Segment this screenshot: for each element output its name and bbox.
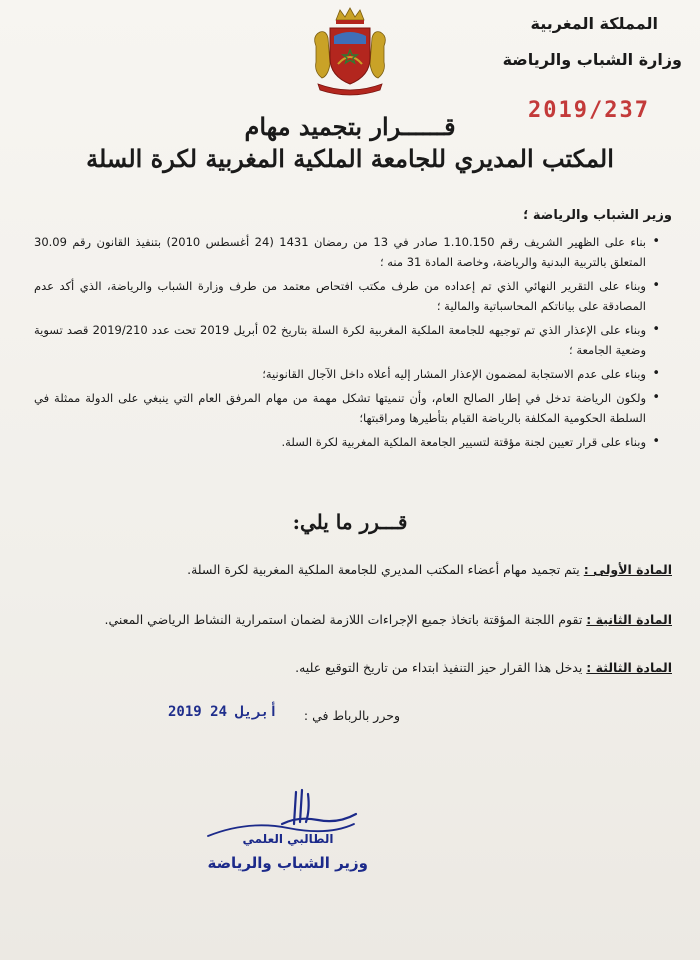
- consideration-text: وبناء على قرار تعيين لجنة مؤقتة لتسيير الجامعة الملكية المغربية لكرة السلة.: [281, 435, 646, 449]
- list-item: [34, 388, 660, 428]
- signature-date-stamp: 2019 أبريل 24: [168, 704, 278, 720]
- stamp-name: الطالبي العلمي: [242, 832, 334, 846]
- article-label: المادة الأولى :: [583, 562, 672, 577]
- stamp-role: وزير الشباب والرياضة: [207, 854, 368, 872]
- consideration-text: وبناء على الإعذار الذي تم توجيهه للجامعة الملكية المغربية لكرة السلة بتاريخ 02 أبريل 2019 تحت عدد 2019/210 قصد تسوية وضعية الجامعة ؛: [34, 323, 646, 357]
- article-label: المادة الثانية :: [586, 612, 672, 627]
- article-3: [295, 660, 672, 675]
- list-item: [34, 276, 660, 316]
- decision-title: قــــــرار بتجميد مهام: [244, 112, 456, 141]
- list-item: [34, 232, 660, 272]
- official-stamp: [208, 828, 368, 890]
- consideration-text: وبناء على عدم الاستجابة لمضمون الإعذار المشار إليه أعلاه داخل الآجال القانونية؛: [262, 367, 646, 381]
- article-2: [104, 612, 672, 627]
- considerations-list: [34, 232, 660, 456]
- article-label: المادة الثالثة :: [586, 660, 672, 675]
- kingdom-name: المملكة المغربية: [530, 14, 658, 33]
- consideration-text: بناء على الظهير الشريف رقم 1.10.150 صادر في 13 من رمضان 1431 (24 أغسطس 2010) بتنفيذ القانون رقم 30.09 المتعلق بالتربية البدنية والرياضة، وخاصة المادة 31 منه ؛: [34, 235, 646, 269]
- article-text: تقوم اللجنة المؤقتة باتخاذ جميع الإجراءات اللازمة لضمان استمرارية النشاط الرياضي المعني.: [104, 612, 583, 627]
- consideration-text: ولكون الرياضة تدخل في إطار الصالح العام، وأن تنميتها تشكل مهمة من مهام المرفق العام التي ينبغي على الدولة ممثلة في السلطة الحكومية المكلفة بالرياضة القيام بتأطيرها ومراقبتها؛: [34, 391, 646, 425]
- article-text: يتم تجميد مهام أعضاء المكتب المديري للجامعة الملكية المغربية لكرة السلة.: [187, 562, 580, 577]
- reference-number: 2019/237: [528, 98, 650, 123]
- coat-of-arms-icon: [306, 6, 394, 98]
- article-1: [187, 562, 672, 577]
- list-item: [34, 320, 660, 360]
- list-item: [34, 364, 660, 384]
- ministry-name: وزارة الشباب والرياضة: [502, 50, 682, 69]
- addressee: وزير الشباب والرياضة ؛: [523, 208, 672, 223]
- article-text: يدخل هذا القرار حيز التنفيذ ابتداء من تاريخ التوقيع عليه.: [295, 660, 583, 675]
- consideration-text: وبناء على التقرير النهائي الذي تم إعداده من طرف مكتب افتحاص معتمد من طرف وزارة الشباب والرياضة، الذي أكد عدم المصادقة على بياناتكم المحاسباتية والمالية ؛: [34, 279, 646, 313]
- decision-subject: المكتب المديري للجامعة الملكية المغربية لكرة السلة: [86, 144, 614, 173]
- decided-heading: قـــرر ما يلي:: [292, 510, 408, 534]
- list-item: [34, 432, 660, 452]
- place-date-label: وحرر بالرباط في :: [303, 708, 400, 723]
